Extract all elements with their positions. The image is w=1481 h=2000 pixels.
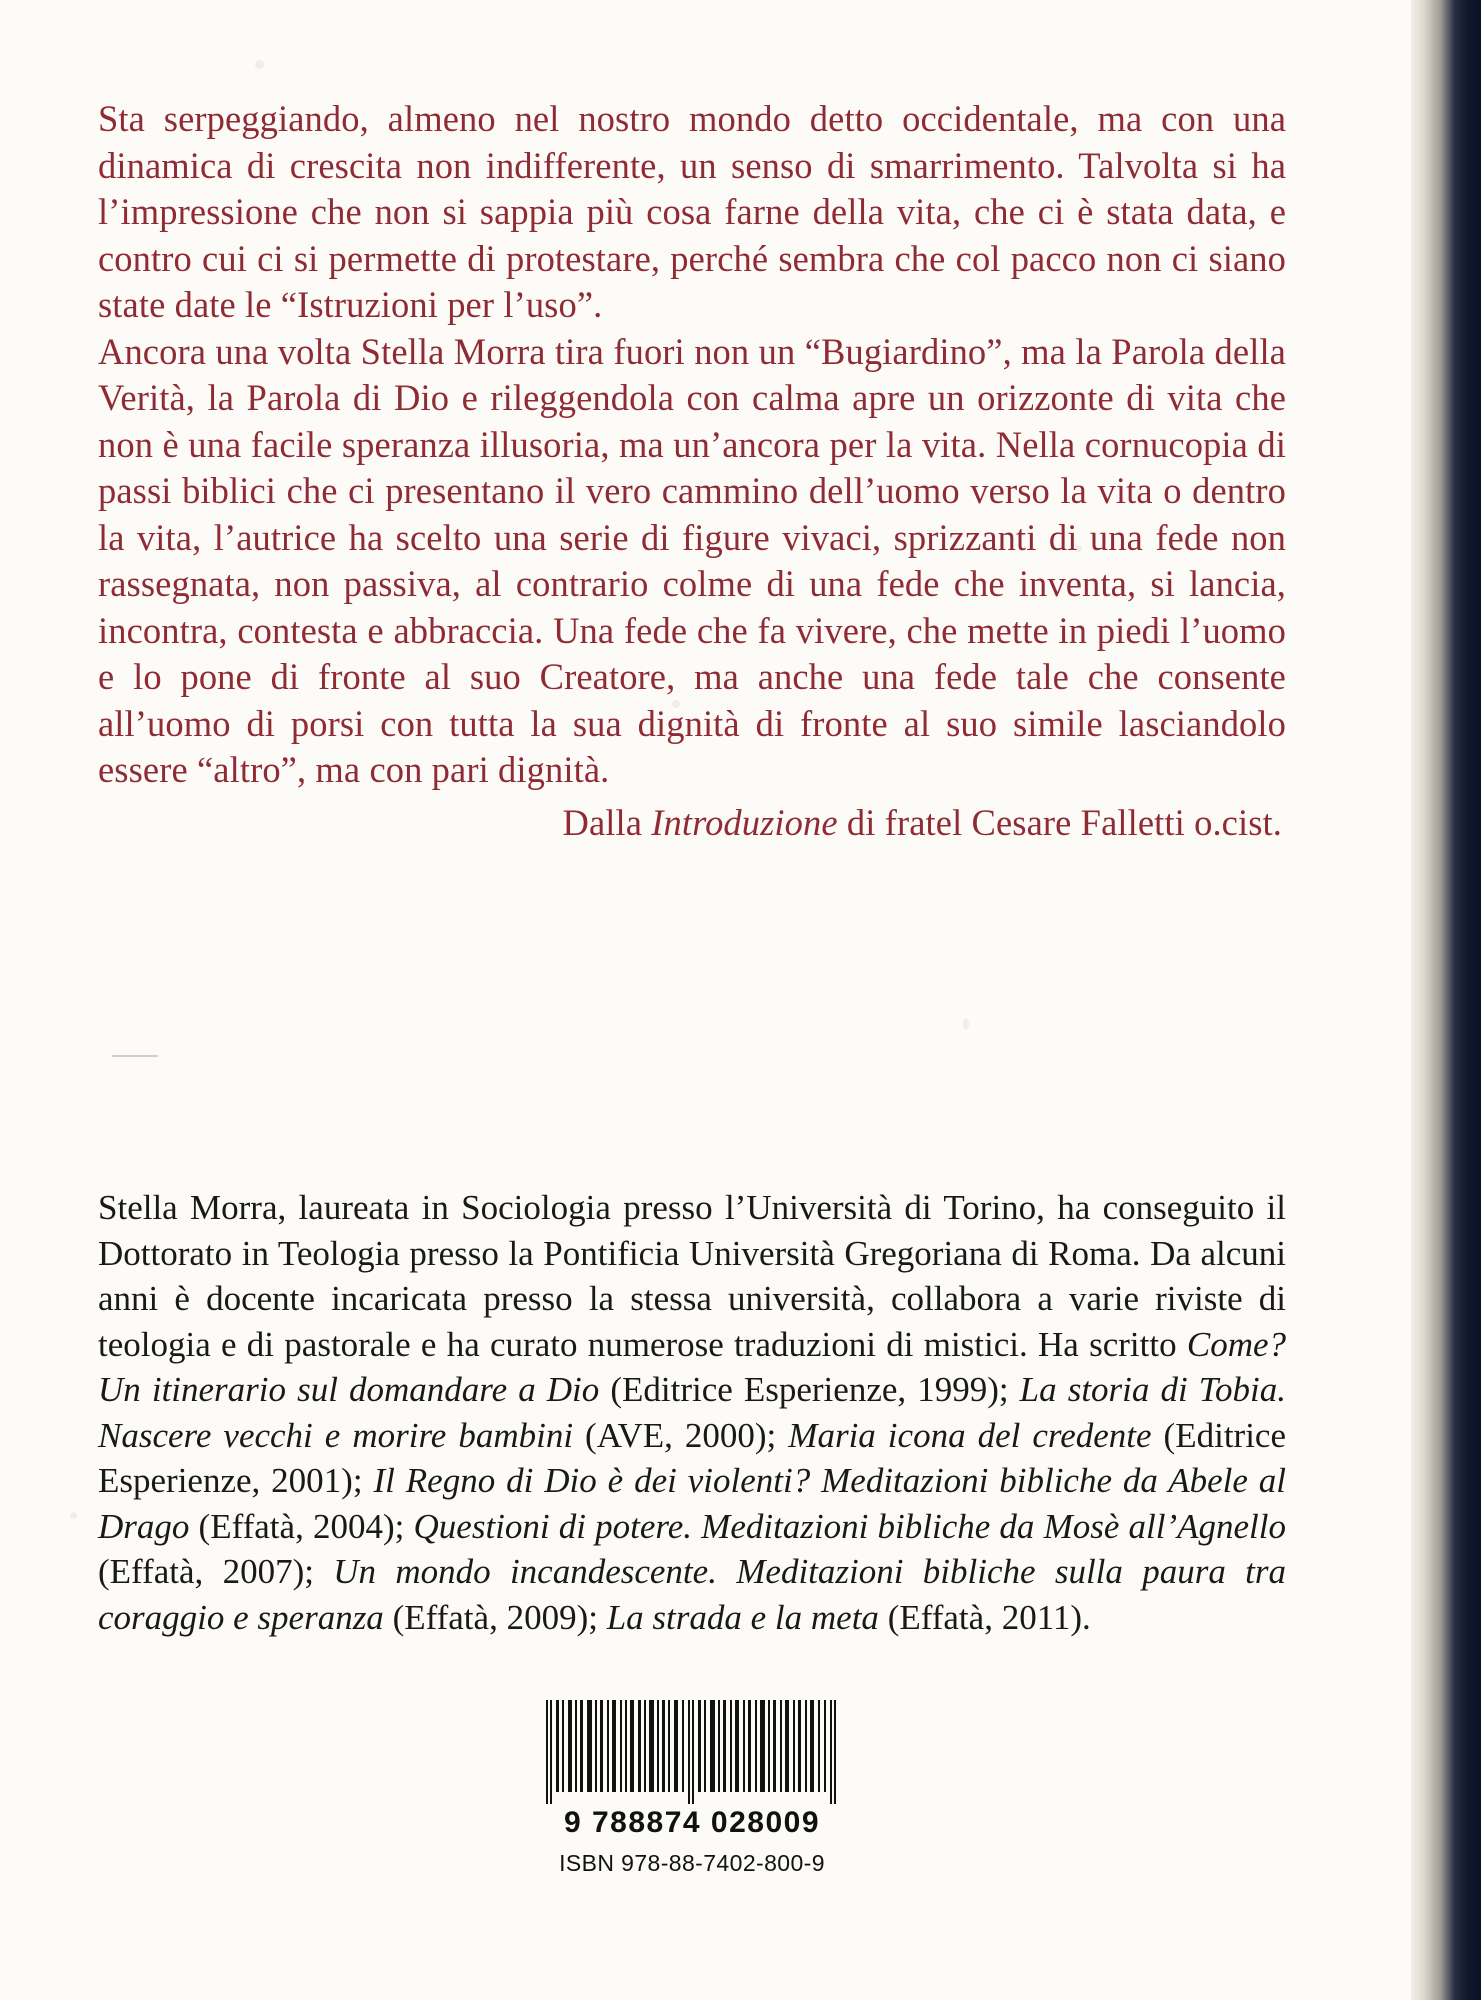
bio-book-title: Maria icona del credente [788, 1415, 1152, 1455]
bio-text-segment: (Effatà, 2004); [189, 1506, 414, 1546]
book-spine-edge [1411, 0, 1481, 2000]
intro-paragraph-1: Sta serpeggiando, almeno nel nostro mondo detto occidentale, ma con una dinamica di crescita non indifferente, un senso di smarrimento. Talvolta si ha l’impressione che non si sappia più cosa farne della vita, che ci è stata data, e contro cui ci si permette di protestare, perché sembra che col pacco non ci siano state date le “Istruzioni per l’uso”. [98, 98, 1286, 325]
bio-book-title: La storia di Tobia. Nascere vecchi e morire bambini [98, 1370, 1286, 1455]
author-biography-block [98, 1185, 1286, 1640]
bio-book-title: Questioni di potere. Meditazioni bibliche da Mosè all’Agnello [413, 1506, 1287, 1546]
barcode-box [544, 1700, 841, 1840]
bio-book-title: La strada e la meta [606, 1597, 879, 1637]
intro-paragraph-2: Ancora una volta Stella Morra tira fuori non un “Bugiardino”, ma la Parola della Verità, la Parola di Dio e rileggendola con calma apre un orizzonte di vita che non è una facile speranza illusoria, ma un’ancora per la vita. Nella cornucopia di passi biblici che ci presentano il vero cammino dell’uomo verso la vita o dentro la vita, l’autrice ha scelto una serie di figure vivaci, sprizzanti di una fede non rassegnata, non passiva, al contrario colme di una fede che inventa, si lancia, incontra, contesta e abbraccia. Una fede che fa vivere, che mette in piedi l’uomo e lo pone di fronte al suo Creatore, ma anche una fede tale che consente all’uomo di porsi con tutta la sua dignità di fronte al suo simile lasciandolo essere “altro”, ma con pari dignità. [98, 330, 1286, 790]
introduction-quote-block [98, 96, 1286, 846]
cover-content [98, 0, 1298, 2000]
barcode-area [98, 1700, 1286, 1877]
introduction-attribution [98, 800, 1286, 847]
scan-blemish [70, 1512, 77, 1519]
bio-text-segment: (AVE, 2000); [573, 1415, 789, 1455]
ean13-barcode-icon [544, 1700, 841, 1804]
bio-book-title: Il Regno di Dio è dei violenti? Meditazioni bibliche da Abele al Drago [98, 1461, 1286, 1546]
bio-book-title: Un mondo incandescente. Meditazioni bibliche sulla paura tra coraggio e speranza [98, 1552, 1286, 1637]
bio-book-title: Come? Un itinerario sul domandare a Dio [98, 1324, 1286, 1409]
bio-text-segment: (Effatà, 2011). [878, 1597, 1091, 1637]
attribution-author: di fratel Cesare Falletti o.cist. [837, 801, 1282, 843]
bio-text-segment: (Effatà, 2009); [383, 1597, 607, 1637]
attribution-work-title: Introduzione [651, 801, 838, 843]
bio-text-segment: Stella Morra, laureata in Sociologia presso l’Università di Torino, ha conseguito il Dottorato in Teologia presso la Pontificia Università Gregoriana di Roma. Da alcuni anni è docente incaricata presso la stessa università, collabora a varie riviste di teologia e di pastorale e ha curato numerose traduzioni di mistici. Ha scritto [98, 1188, 1286, 1364]
bio-text-segment: (Editrice Esperienze, 2001); [98, 1415, 1286, 1500]
attribution-prefix: Dalla [562, 801, 652, 843]
isbn-label: ISBN 978-88-7402-800-9 [559, 1850, 825, 1876]
author-biography-paragraph [98, 1185, 1286, 1640]
bio-text-segment: (Effatà, 2007); [98, 1552, 334, 1591]
bio-text-segment: (Editrice Esperienze, 1999); [599, 1370, 1020, 1409]
barcode-digits: 9 788874 028009 [563, 1806, 821, 1839]
